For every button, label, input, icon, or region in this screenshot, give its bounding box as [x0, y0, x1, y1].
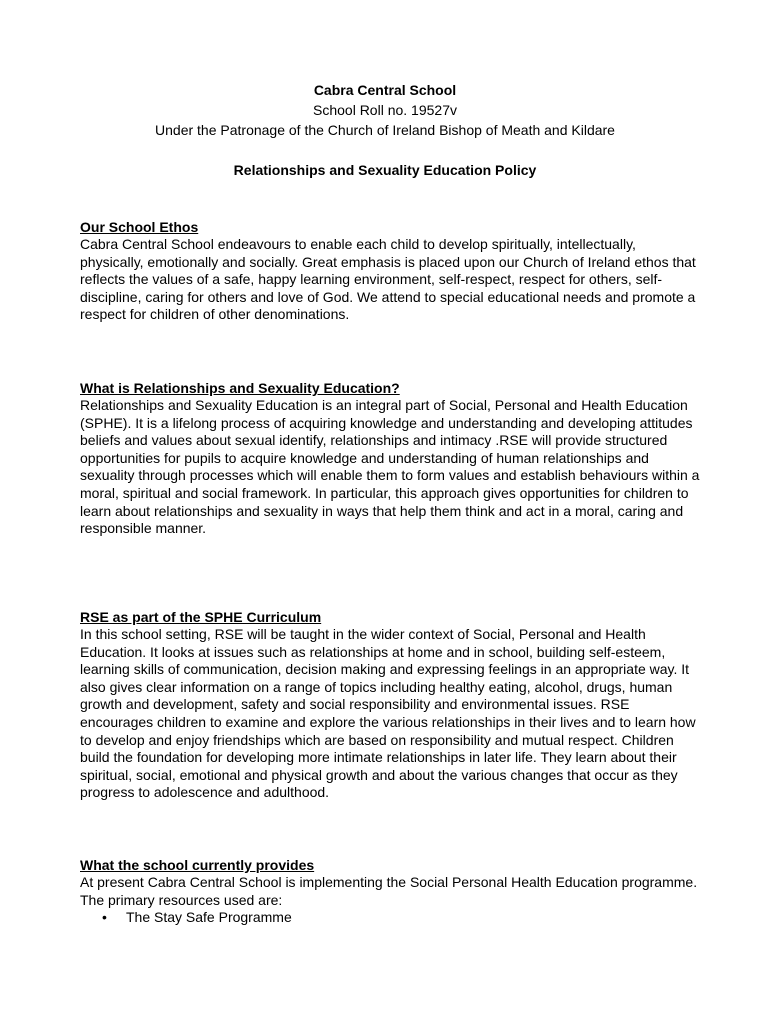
- section-body: In this school setting, RSE will be taught in the wider context of Social, Personal and Health Education. It looks at issues such as relationships at home and in school, building self-esteem, learning skills of communication, decision making and expressing feelings in an appropriate way. It also gives clear information on a range of topics including healthy eating, alcohol, drugs, human growth and development, safety and social responsibility and environmental issues. RSE encourages children to examine and explore the various relationships in their lives and to learn how to develop and enjoy friendships which are based on responsibility and mutual respect. Children build the foundation for developing more intimate relationships in later life. They learn about their spiritual, social, emotional and physical growth and about the various changes that occur as they progress to adolescence and adulthood.: [80, 626, 696, 801]
- policy-title: Relationships and Sexuality Education Policy: [233, 162, 537, 178]
- section-heading: Our School Ethos: [80, 219, 199, 235]
- section-what-is-rse: [80, 379, 700, 538]
- roll-number: School Roll no. 19527v: [313, 102, 457, 118]
- bullet-mark: •: [102, 909, 107, 926]
- section-body: Relationships and Sexuality Education is an integral part of Social, Personal and Health Education (SPHE). It is a lifelong process of acquiring knowledge and understanding and developing attitudes beliefs and values about sexual identify, relationships and intimacy .RSE will provide structured opportunities for pupils to acquire knowledge and understanding of human relationships and sexuality through processes which will enable them to form values and establish behaviours within a moral, spiritual and social framework. In particular, this approach gives opportunities for children to learn about relationships and sexuality in ways that help them think and act in a moral, caring and responsible manner.: [80, 397, 700, 537]
- patronage-line: Under the Patronage of the Church of Ireland Bishop of Meath and Kildare: [155, 122, 615, 138]
- section-body: Cabra Central School endeavours to enable each child to develop spiritually, intellectually, physically, emotionally and socially. Great emphasis is placed upon our Church of Ireland ethos that reflects the values of a safe, happy learning environment, self-respect, respect for others, self-discipline, caring for others and love of God. We attend to special educational needs and promote a respect for children of other denominations.: [80, 236, 696, 323]
- section-rse-sphe-curriculum: [80, 608, 700, 802]
- section-heading: RSE as part of the SPHE Curriculum: [80, 609, 322, 625]
- section-currently-provides: [80, 856, 700, 927]
- list-item: [102, 909, 700, 927]
- list-item-text: The Stay Safe Programme: [126, 909, 292, 926]
- section-heading: What the school currently provides: [80, 857, 315, 873]
- section-body: At present Cabra Central School is implementing the Social Personal Health Education programme. The primary resources used are:: [80, 874, 698, 908]
- document-header: [0, 80, 770, 180]
- section-school-ethos: [80, 218, 700, 324]
- school-name: Cabra Central School: [313, 82, 457, 98]
- section-heading: What is Relationships and Sexuality Education?: [80, 380, 400, 396]
